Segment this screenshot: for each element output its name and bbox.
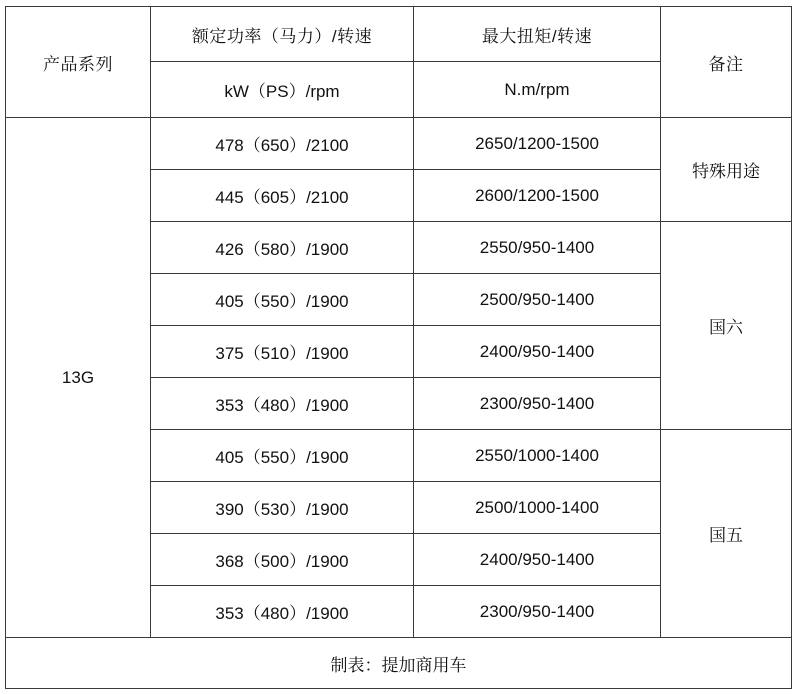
header-power-unit: kW（PS）/rpm — [151, 62, 414, 118]
power-value: 405（550）/1900 — [151, 430, 414, 482]
torque-value: 2400/950-1400 — [414, 326, 661, 378]
table-footer-row — [6, 638, 792, 689]
spec-sheet — [0, 6, 796, 694]
power-value: 405（550）/1900 — [151, 274, 414, 326]
remark-cell: 国六 — [661, 222, 792, 430]
torque-value: 2400/950-1400 — [414, 534, 661, 586]
torque-value: 2500/1000-1400 — [414, 482, 661, 534]
torque-value: 2550/950-1400 — [414, 222, 661, 274]
power-value: 375（510）/1900 — [151, 326, 414, 378]
credit-note: 制表：提加商用车 — [6, 638, 792, 689]
torque-value: 2300/950-1400 — [414, 378, 661, 430]
power-value: 390（530）/1900 — [151, 482, 414, 534]
table-row — [6, 118, 792, 170]
header-torque-main: 最大扭矩/转速 — [414, 7, 661, 62]
remark-cell: 特殊用途 — [661, 118, 792, 222]
header-power-main: 额定功率（马力）/转速 — [151, 7, 414, 62]
power-value: 445（605）/2100 — [151, 170, 414, 222]
header-series: 产品系列 — [6, 7, 151, 118]
series-cell: 13G — [6, 118, 151, 638]
torque-value: 2650/1200-1500 — [414, 118, 661, 170]
power-value: 426（580）/1900 — [151, 222, 414, 274]
power-value: 353（480）/1900 — [151, 586, 414, 638]
table-header-row-primary — [6, 7, 792, 62]
torque-value: 2500/950-1400 — [414, 274, 661, 326]
remark-cell: 国五 — [661, 430, 792, 638]
power-value: 368（500）/1900 — [151, 534, 414, 586]
torque-value: 2550/1000-1400 — [414, 430, 661, 482]
header-remark: 备注 — [661, 7, 792, 118]
torque-value: 2300/950-1400 — [414, 586, 661, 638]
torque-value: 2600/1200-1500 — [414, 170, 661, 222]
engine-spec-table — [5, 6, 792, 689]
power-value: 353（480）/1900 — [151, 378, 414, 430]
power-value: 478（650）/2100 — [151, 118, 414, 170]
header-torque-unit: N.m/rpm — [414, 62, 661, 118]
